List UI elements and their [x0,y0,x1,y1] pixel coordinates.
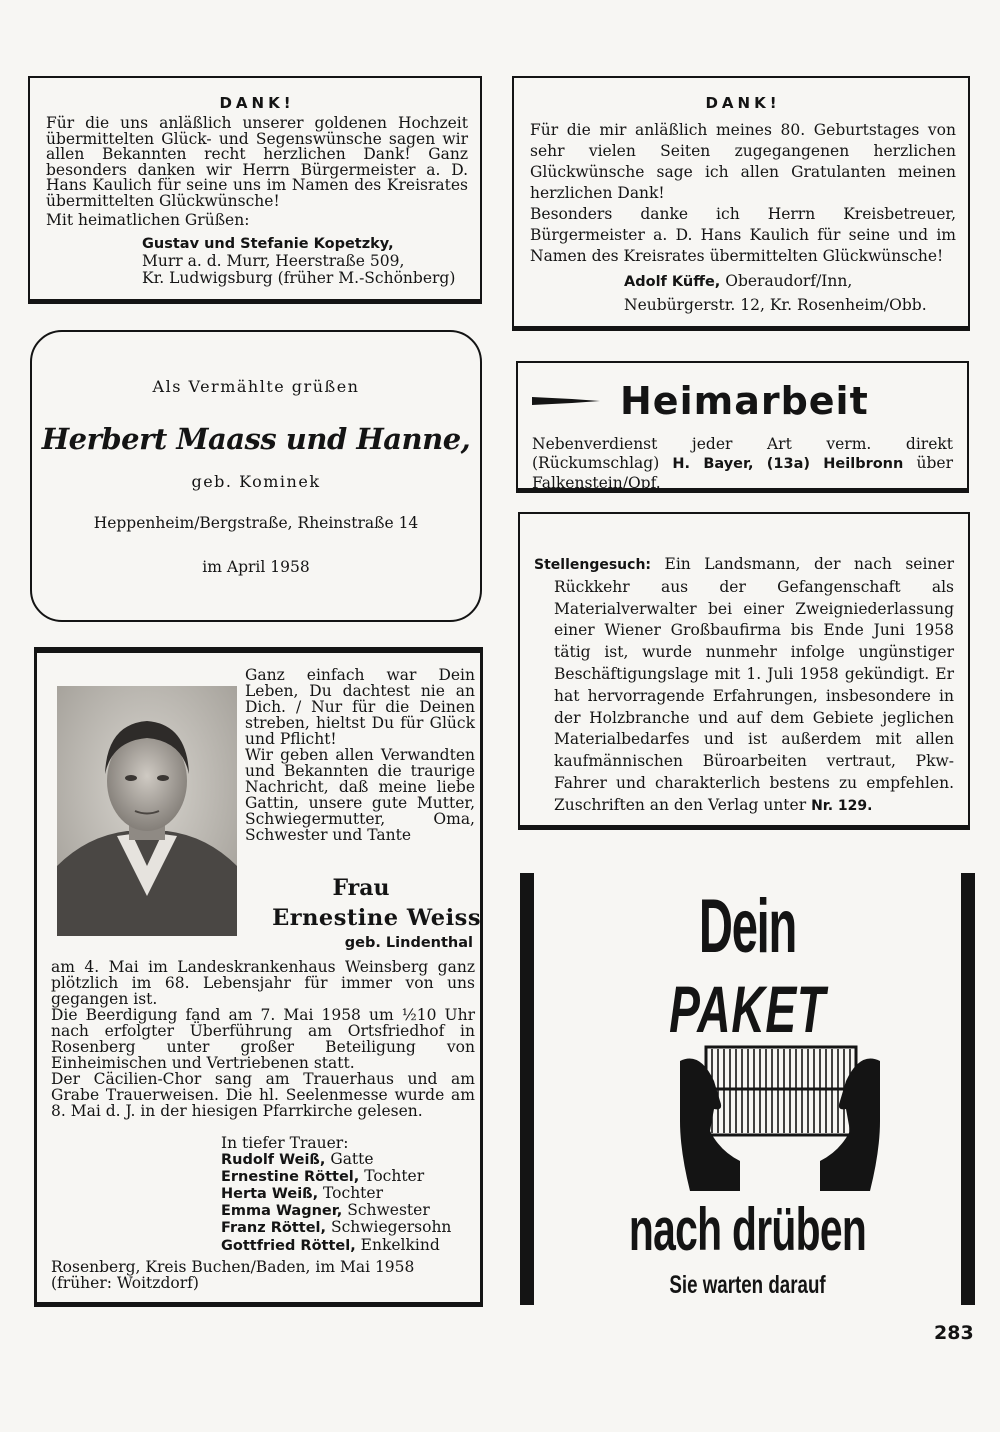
wedding-line-1: Als Vermählte grüßen [152,377,360,396]
mourner-name: Franz Röttel, [221,1220,327,1237]
wedding-date: im April 1958 [202,558,310,576]
list-item [221,1168,481,1185]
ad-label: Stellengesuch: [534,557,652,573]
obituary-footer [51,1259,475,1291]
signature-region: Kr. Ludwigsburg (früher M.-Schönberg) [142,268,456,287]
ad-text: Ein Landsmann, der nach seiner Rückkehr aus der Gefangenschaft als Materialverwalter bei einer Zweigniederlassung einer Wiener Großbaufirma bis Ende Juni 1958 tätig ist, wurde nunmehr infolge ungünstiger Beschäftigungslage mit 1. Juli 1958 gekündigt. Er hat hervorragende Erfahrungen, insbesondere in der Holzbranche und auf dem Gebiete jeglichen Materialbedarfes und ist außerdem mit allen kaufmännischen Büroarbeiten vertraut, Pkw-Fahrer und charakterlich bestens zu empfehlen. Zuschriften an den Verlag unter [554,555,954,814]
ad-body [534,554,954,818]
signature-place: Oberaudorf/Inn, [725,272,853,290]
notice-body-2: Besonders danke ich Herrn Kreisbetreuer, Bürgermeister a. D. Hans Kaulich für seine und im Namen des Kreisrates übermittelten Glückwünsche! [530,205,956,265]
notice-greeting: Mit heimatlichen Grüßen: [46,211,250,229]
mourner-name: Herta Weiß, [221,1186,319,1203]
ad-tagline: Sie warten darauf [669,1271,826,1299]
signature-block [624,270,956,317]
deceased-maiden-name: geb. Lindenthal [344,935,473,951]
list-item [221,1237,481,1254]
page-number: 283 [934,1322,974,1344]
mourners-list [221,1135,481,1254]
ad-text-1: Nebenverdienst jeder Art verm. direkt (Rückumschlag) [532,435,953,472]
ad-left-bar [520,873,534,1305]
list-item [221,1151,481,1168]
job-wanted-ad [518,512,970,830]
wedding-maiden-name: geb. Kominek [191,472,321,491]
mourner-relation: Schwester [347,1201,430,1220]
paket-ad [520,873,975,1305]
obituary-former-home: (früher: Woitzdorf) [51,1274,199,1292]
portrait-photo [57,686,237,936]
mourner-relation: Enkelkind [360,1235,440,1254]
ad-title: Heimarbeit [620,379,869,423]
obituary-intro [245,667,475,843]
hands-holding-parcel-icon [680,1041,880,1201]
deceased-title: Frau [332,875,390,901]
wedding-announcement [30,330,482,622]
ad-text-2: über Falkenstein/Opf. [532,454,953,492]
obituary-poem: Ganz einfach war Dein Leben, Du dachtest nie an Dich. / Nur für die Deinen streben, hieltst Du für Glück und Pflicht! [245,666,475,748]
obituary-text [51,959,475,1119]
mourner-name: Ernestine Röttel, [221,1169,360,1186]
list-item [221,1219,481,1236]
obituary-place-date: Rosenberg, Kreis Buchen/Baden, im Mai 1958 [51,1258,415,1276]
thanks-notice-birthday [512,76,970,331]
deceased-name: Ernestine Weiss [272,905,481,931]
ad-reference: Nr. 129. [811,797,873,814]
ad-word-paket: PAKET [669,972,826,1046]
mourners-heading: In tiefer Trauer: [221,1134,349,1152]
ad-contact: H. Bayer, (13a) Heilbronn [672,456,904,472]
signature-address: Murr a. d. Murr, Heerstraße 509, [142,251,405,270]
thanks-notice-golden-wedding [28,76,482,304]
arrow-icon [532,394,600,408]
mourner-name: Rudolf Weiß, [221,1152,326,1169]
ad-body [532,435,953,493]
mourner-name: Gottfried Röttel, [221,1237,356,1254]
ad-word-nach-drueben: nach drüben [628,1196,867,1263]
obituary-notice [34,647,483,1307]
list-item [221,1185,481,1202]
obituary-death: am 4. Mai im Landeskrankenhaus Weinsberg ganz plötzlich im 68. Lebensjahr für immer von uns gegangen ist. [51,958,475,1008]
list-item [221,1202,481,1219]
ad-word-dein: Dein [698,884,797,969]
ad-right-bar [961,873,975,1305]
notice-body-1: Für die mir anläßlich meines 80. Geburtstages von sehr vielen Seiten zugegangenen herzlichen Glückwünsche sage ich allen Gratulanten meinen herzlichen Dank! [530,121,956,202]
mourner-relation: Schwiegersohn [330,1218,452,1237]
signature-name: Adolf Küffe, [624,274,721,290]
obituary-announcement: Wir geben allen Verwandten und Bekannten die traurige Nachricht, daß meine liebe Gattin, unsere gute Mutter, Schwiegermutter, Oma, Schwester und Tante [245,746,475,844]
notice-heading: DANK! [705,94,781,112]
wedding-names: Herbert Maass und Hanne, [41,422,471,456]
obituary-choir: Der Cäcilien-Chor sang am Trauerhaus und am Grabe Trauerweisen. Die hl. Seelenmesse wurde am 8. Mai d. J. in der hiesigen Pfarrkirche gelesen. [51,1070,475,1120]
mourner-relation: Tochter [364,1167,425,1186]
mourner-name: Emma Wagner, [221,1203,343,1220]
notice-body: Für die uns anläßlich unserer goldenen Hochzeit übermittelten Glück- und Segenswünsche sagen wir allen Bekannten recht herzlichen Dank! Ganz besonders danken wir Herrn Bürgermeister a. D. Hans Kaulich für seine uns im Namen des Kreisrates übermittelten Glückwünsche! [46,114,468,210]
wedding-address: Heppenheim/Bergstraße, Rheinstraße 14 [93,514,419,532]
signature-address: Neubürgerstr. 12, Kr. Rosenheim/Obb. [624,296,927,314]
notice-heading: DANK! [219,94,295,112]
mourner-relation: Tochter [323,1184,383,1203]
mourner-relation: Gatte [330,1150,374,1169]
obituary-funeral: Die Beerdigung fand am 7. Mai 1958 um ½10 Uhr nach erfolgter Überführung am Ortsfriedhof in Rosenberg unter großer Beteiligung von Einheimischen und Vertriebenen statt. [51,1006,475,1072]
signature-names: Gustav und Stefanie Kopetzky, [142,235,394,252]
heimarbeit-ad [516,361,969,493]
signature-block [142,235,468,287]
